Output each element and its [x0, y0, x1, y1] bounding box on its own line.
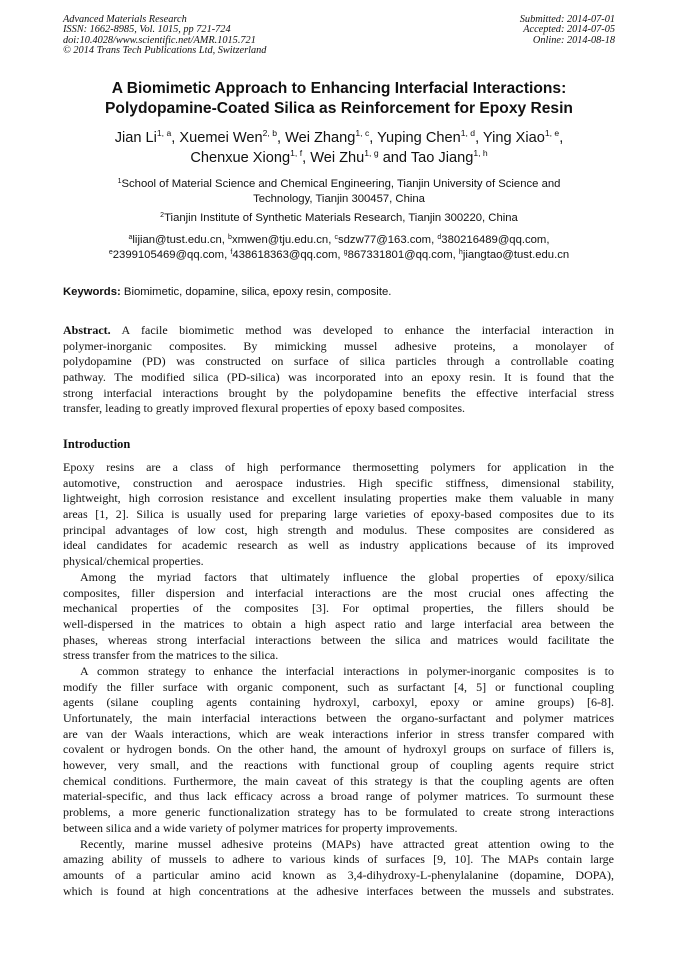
intro-paragraph-line: which is found at high concentrations at the adhesive interfaces between the mussels and substrates.: [63, 883, 614, 898]
author-affiliation-marker: 2, b: [262, 128, 277, 138]
title-line-1: A Biomimetic Approach to Enhancing Interfacial Interactions:: [111, 80, 567, 97]
introduction-body: [63, 460, 614, 899]
author-affiliation-marker: 1, h: [473, 148, 488, 158]
author-affiliation-marker: 1, d: [460, 128, 476, 138]
abstract-line: polydopamine (PD) was constructed on surface of silica particles through a controllable coating: [63, 354, 614, 369]
affiliation-text: Tianjin Institute of Synthetic Materials Research, Tianjin 300220, China: [164, 212, 518, 224]
affiliation-marker: 2: [160, 212, 165, 219]
abstract-line: pathway. The modified silica (PD-silica) was incorporated into an epoxy resin. It is found that the: [63, 370, 614, 385]
intro-paragraph-line: lightweight, high corrosion resistance and excellent insulating properties make them valuable in many: [63, 491, 614, 506]
title-line-2: Polydopamine-Coated Silica as Reinforcement for Epoxy Resin: [105, 99, 573, 117]
email-marker: g: [343, 249, 348, 256]
email-address[interactable]: sdzw77@163.com: [337, 234, 432, 246]
keywords-text: Biomimetic, dopamine, silica, epoxy resin, composite.: [123, 286, 392, 298]
intro-paragraph-line: are van der Waals interactions, which are weak interactions inferior in stress transfer compared with: [63, 726, 614, 741]
abstract-line: transfer, leading to greatly improved flexural properties of epoxy based composites.: [63, 401, 466, 416]
intro-paragraph-line: material-specific, and thus lack efficacy across a broad range of polymer matrices. To surmount these: [63, 789, 614, 804]
author-name: Yuping Chen: [377, 130, 461, 146]
section-heading-introduction: Introduction: [63, 437, 131, 451]
abstract: [63, 323, 614, 417]
keywords: [63, 286, 391, 298]
email-line-1: $^a$lijian@tust.edu.cn, $^b$xmwen@tju.edu.cn, $^c$sdzw77@163.com, $^d$380216489@qq.com,: [128, 234, 550, 246]
author-list: [40, 128, 638, 168]
affiliation-line: [50, 177, 628, 192]
journal-info: [63, 15, 266, 57]
email-marker: c: [334, 234, 338, 241]
affiliation-text: School of Material Science and Chemical Engineering, Tianjin University of Science and: [121, 178, 561, 190]
author-name: Ying Xiao: [482, 130, 545, 146]
submission-dates: [520, 15, 615, 46]
intro-paragraph-line: between silica and a wide variety of polymer matrices for property improvements.: [63, 820, 458, 835]
intro-paragraph-line: problems, a more generic functionalization strategy has to be formulated to create strong interactions: [63, 805, 614, 820]
intro-paragraph-line: stress transfer from the matrices to the silica.: [63, 648, 279, 663]
accepted-date: Accepted: 2014-07-05: [523, 24, 615, 36]
doi-line: doi:10.4028/www.scientific.net/AMR.1015.721: [63, 34, 256, 46]
affiliation-marker: 1: [117, 178, 122, 185]
keywords-label: Keywords:: [63, 286, 121, 298]
intro-paragraph-line: well-dispersed in the matrices to obtain a high aspect ratio and large interfacial area between the: [63, 616, 614, 631]
intro-paragraph-line: A common strategy to enhance the interfacial interactions in polymer-inorganic composites is to: [80, 663, 614, 678]
email-address[interactable]: 438618363@qq.com: [232, 249, 338, 261]
email-address[interactable]: 380216489@qq.com: [441, 234, 547, 246]
intro-paragraph-line: modify the filler surface with organic component, such as surfactant [4, 5] or functional coupling: [63, 679, 614, 694]
author-affiliation-marker: 1, f: [290, 148, 303, 158]
intro-paragraph-line: areas [1, 2]. Silica is usually used for preparing large varieties of epoxy-based composites due to its: [63, 507, 614, 522]
author-affiliation-marker: 1, a: [156, 128, 172, 138]
email-marker: h: [458, 249, 463, 256]
affiliation-line: [50, 211, 628, 226]
author-name: Jian Li: [114, 130, 157, 146]
intro-paragraph-line: however, very small, and the reactions with functional group of coupling agents require strict: [63, 758, 614, 773]
email-address[interactable]: 2399105469@qq.com: [112, 249, 225, 261]
intro-paragraph-line: amazing ability of mussels to adhere to various kinds of surfaces [9, 10]. The MAPs contain large: [63, 852, 614, 867]
author-name: Chenxue Xiong: [190, 150, 291, 166]
affiliation-2: [50, 211, 628, 226]
intro-paragraph-line: ideal candidates for academic research as well as industry applications because of its improved: [63, 538, 614, 553]
email-address[interactable]: jiangtao@tust.edu.cn: [462, 249, 570, 261]
intro-paragraph-line: chemical conditions. Furthermore, the main caveat of this strategy is that the coupling agents are often: [63, 773, 614, 788]
issn-line: ISSN: 1662-8985, Vol. 1015, pp 721-724: [63, 24, 231, 36]
author-affiliation-marker: 1, c: [355, 128, 370, 138]
author-affiliation-marker: 1, g: [364, 148, 379, 158]
author-name: Wei Zhu: [310, 150, 365, 166]
author-name: Wei Zhang: [285, 130, 356, 146]
intro-paragraph-line: mechanical properties of the composites [3]. For optimal properties, the fillers should be: [63, 601, 614, 616]
author-line-1: Jian Li$^{1, a}$, Xuemei Wen$^{2, b}$, Wei Zhang$^{1, c}$, Yuping Chen$^{1, d}$, Ying Xiao$^{1, e}$,: [114, 128, 564, 146]
affiliation-1: [50, 177, 628, 207]
author-name: Tao Jiang: [410, 150, 474, 166]
intro-paragraph-line: covalent or hydrogen bonds. On the other hand, the amount of hydroxyl groups on surface of fillers is,: [63, 742, 614, 757]
paper-title: [40, 79, 638, 118]
intro-paragraph-line: composites, filler dispersion and interfacial interactions are the most crucial ones affecting the: [63, 585, 614, 600]
email-marker: f: [230, 249, 233, 256]
abstract-line: polymer-inorganic composites. By mimicking mussel adhesive proteins, a monolayer of: [63, 338, 614, 353]
email-line-2: $^e$2399105469@qq.com, $^f$438618363@qq.com, $^g$867331801@qq.com, $^h$jiangtao@tust.edu.cn: [108, 249, 570, 261]
abstract-line: strong interfacial interactions brought by the polydopamine benefits the effective interfacial stress: [63, 385, 614, 400]
intro-paragraph-line: agents (silane coupling agents containing hydroxyl, carboxyl, epoxy or amine groups) [6-8].: [63, 695, 614, 710]
intro-paragraph-line: automotive, construction and aerospace industries. High specific stiffness, dimensional stability,: [63, 475, 614, 490]
intro-paragraph-line: phases, whereas strong interfacial interactions between the silica and matrices would facilitate the: [63, 632, 614, 647]
intro-paragraph-line: principal advantages of low cost, high strength and modulus. These composites are considered as: [63, 522, 614, 537]
copyright-line: © 2014 Trans Tech Publications Ltd, Switzerland: [63, 45, 267, 57]
intro-paragraph-line: Recently, marine mussel adhesive proteins (MAPs) have attracted great attention owing to the: [80, 836, 614, 851]
intro-paragraph-line: physical/chemical properties.: [63, 554, 204, 569]
abstract-line: Abstract. A facile biomimetic method was developed to enhance the interfacial interaction in: [63, 323, 614, 337]
intro-paragraph-line: Epoxy resins are a class of high performance thermosetting polymers for application in the: [63, 460, 614, 474]
email-marker: e: [108, 249, 113, 256]
author-emails: [40, 233, 638, 263]
author-line-2: Chenxue Xiong$^{1, f}$, Wei Zhu$^{1, g}$ and Tao Jiang$^{1, h}$: [190, 148, 488, 166]
submitted-date: Submitted: 2014-07-01: [519, 14, 615, 25]
intro-paragraph-line: Among the myriad factors that ultimately influence the global properties of epoxy/silica: [80, 569, 614, 584]
email-marker: b: [228, 234, 232, 241]
intro-paragraph-line: Unfortunately, the main interfacial interactions between the organo-surfactant and polymer matrices: [63, 711, 614, 725]
abstract-label: Abstract.: [63, 323, 111, 337]
email-address[interactable]: lijian@tust.edu.cn: [132, 234, 222, 246]
email-address[interactable]: 867331801@qq.com: [347, 249, 453, 261]
journal-name: Advanced Materials Research: [63, 14, 187, 25]
email-address[interactable]: xmwen@tju.edu.cn: [231, 234, 329, 246]
email-marker: d: [437, 234, 442, 241]
email-marker: a: [128, 234, 133, 241]
author-conjunction: and: [382, 150, 408, 166]
affiliation-line: Technology, Tianjin 300457, China: [253, 193, 425, 205]
author-name: Xuemei Wen: [179, 130, 263, 146]
intro-paragraph-line: amounts of a particular amino acid known as 3,4-dihydroxy-L-phenylalanine (dopamine, DOPA),: [63, 867, 614, 882]
online-date: Online: 2014-08-18: [532, 34, 615, 46]
author-affiliation-marker: 1, e: [544, 128, 560, 138]
